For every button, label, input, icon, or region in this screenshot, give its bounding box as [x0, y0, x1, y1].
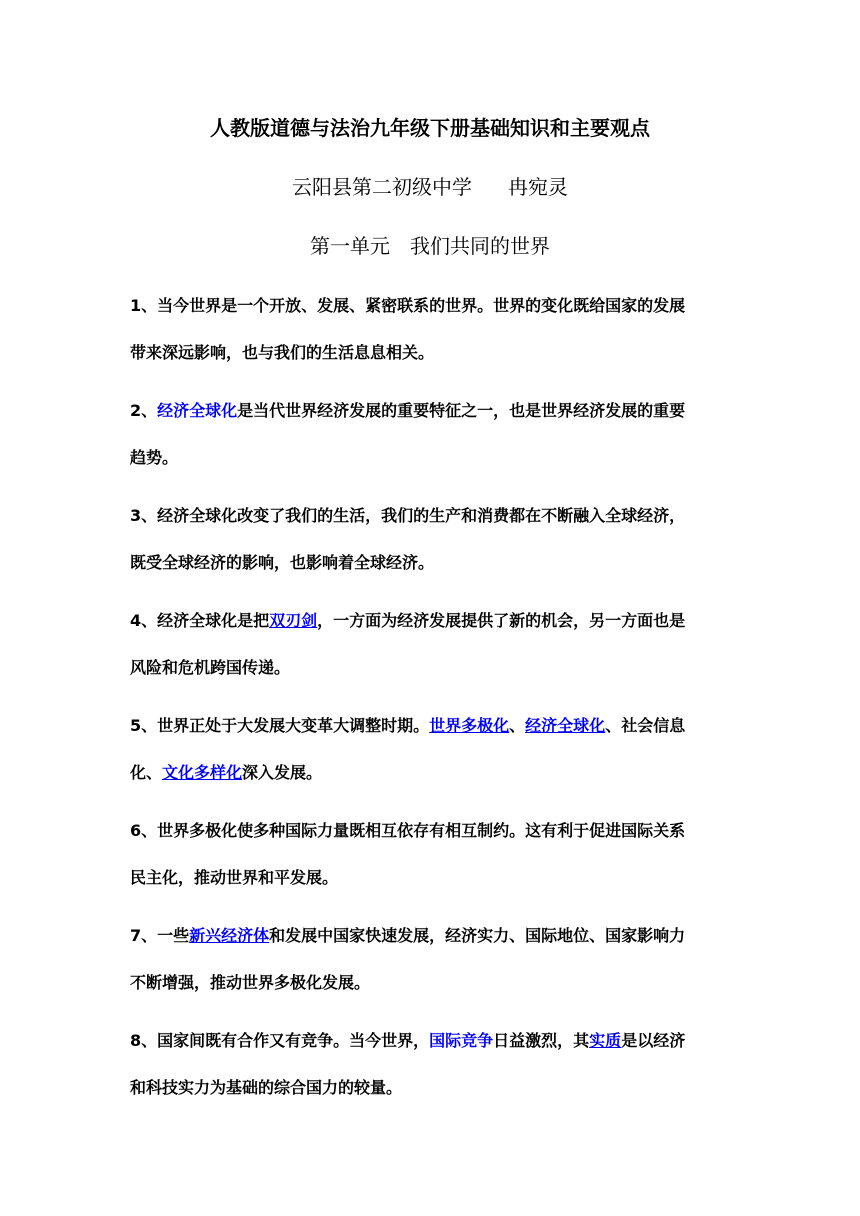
item-text: 化、	[130, 763, 163, 782]
item-text: 、	[509, 716, 526, 735]
knowledge-point-6	[130, 807, 735, 901]
item-text: 和发展中国家快速发展，经济实力、国际地位、国家影响力	[269, 926, 686, 945]
item-text: 趋势。	[130, 448, 179, 467]
item-line	[130, 702, 735, 749]
unit-name: 我们共同的世界	[410, 234, 550, 258]
item-text: 日益激烈，其	[493, 1031, 590, 1050]
item-line	[130, 807, 735, 854]
item-line	[130, 282, 735, 329]
item-text: 2、	[130, 401, 158, 420]
item-line	[130, 1064, 735, 1111]
keyword-link[interactable]: 经济全球化	[525, 716, 606, 735]
item-text: 4、经济全球化是把	[130, 611, 270, 630]
item-line	[130, 854, 735, 901]
author-line	[0, 173, 860, 201]
document-title: 人教版道德与法治九年级下册基础知识和主要观点	[210, 116, 650, 140]
item-text: 民主化，推动世界和平发展。	[130, 868, 339, 887]
author-name: 冉宛灵	[508, 175, 568, 199]
item-text: 是当代世界经济发展的重要特征之一，也是世界经济发展的重要	[237, 401, 686, 420]
item-text: 6、世界多极化使多种国际力量既相互依存有相互制约。这有利于促进国际关系	[130, 821, 686, 840]
item-text: 风险和危机跨国传递。	[130, 658, 291, 677]
item-text: 3、经济全球化改变了我们的生活，我们的生产和消费都在不断融入全球经济，	[130, 506, 686, 525]
item-text: 不断增强，推动世界多极化发展。	[130, 973, 371, 992]
item-text: ，一方面为经济发展提供了新的机会，另一方面也是	[317, 611, 686, 630]
keyword-highlight: 国际竞争	[429, 1031, 494, 1050]
keyword-link[interactable]: 实质	[589, 1031, 622, 1050]
item-text: 深入发展。	[242, 763, 323, 782]
keyword-link[interactable]: 文化多样化	[162, 763, 243, 782]
item-line	[130, 329, 735, 376]
item-line	[130, 539, 735, 586]
unit-number: 第一单元	[310, 234, 390, 258]
knowledge-point-8	[130, 1017, 735, 1111]
item-text: 5、世界正处于大发展大变革大调整时期。	[130, 716, 430, 735]
item-text: 是以经济	[621, 1031, 686, 1050]
unit-heading	[0, 232, 860, 260]
item-line	[130, 644, 735, 691]
keyword-link[interactable]: 世界多极化	[429, 716, 510, 735]
item-text: 7、一些	[130, 926, 190, 945]
item-line	[130, 492, 735, 539]
author-school: 云阳县第二初级中学	[292, 175, 472, 199]
item-text: 、社会信息	[605, 716, 686, 735]
item-line	[130, 749, 735, 796]
item-text: 带来深远影响，也与我们的生活息息相关。	[130, 343, 435, 362]
knowledge-point-5	[130, 702, 735, 796]
item-line	[130, 597, 735, 644]
item-line	[130, 387, 735, 434]
keyword-link[interactable]: 双刃剑	[269, 611, 318, 630]
item-line	[130, 959, 735, 1006]
knowledge-point-1	[130, 282, 735, 376]
item-text: 1、当今世界是一个开放、发展、紧密联系的世界。世界的变化既给国家的发展	[130, 296, 686, 315]
item-text: 8、国家间既有合作又有竞争。当今世界，	[130, 1031, 430, 1050]
item-text: 既受全球经济的影响，也影响着全球经济。	[130, 553, 435, 572]
knowledge-point-3	[130, 492, 735, 586]
knowledge-point-2	[130, 387, 735, 481]
item-line	[130, 912, 735, 959]
item-line	[130, 434, 735, 481]
knowledge-point-7	[130, 912, 735, 1006]
keyword-link[interactable]: 新兴经济体	[189, 926, 270, 945]
knowledge-point-4	[130, 597, 735, 691]
keyword-highlight: 经济全球化	[157, 401, 238, 420]
item-text: 和科技实力为基础的综合国力的较量。	[130, 1078, 403, 1097]
item-line	[130, 1017, 735, 1064]
